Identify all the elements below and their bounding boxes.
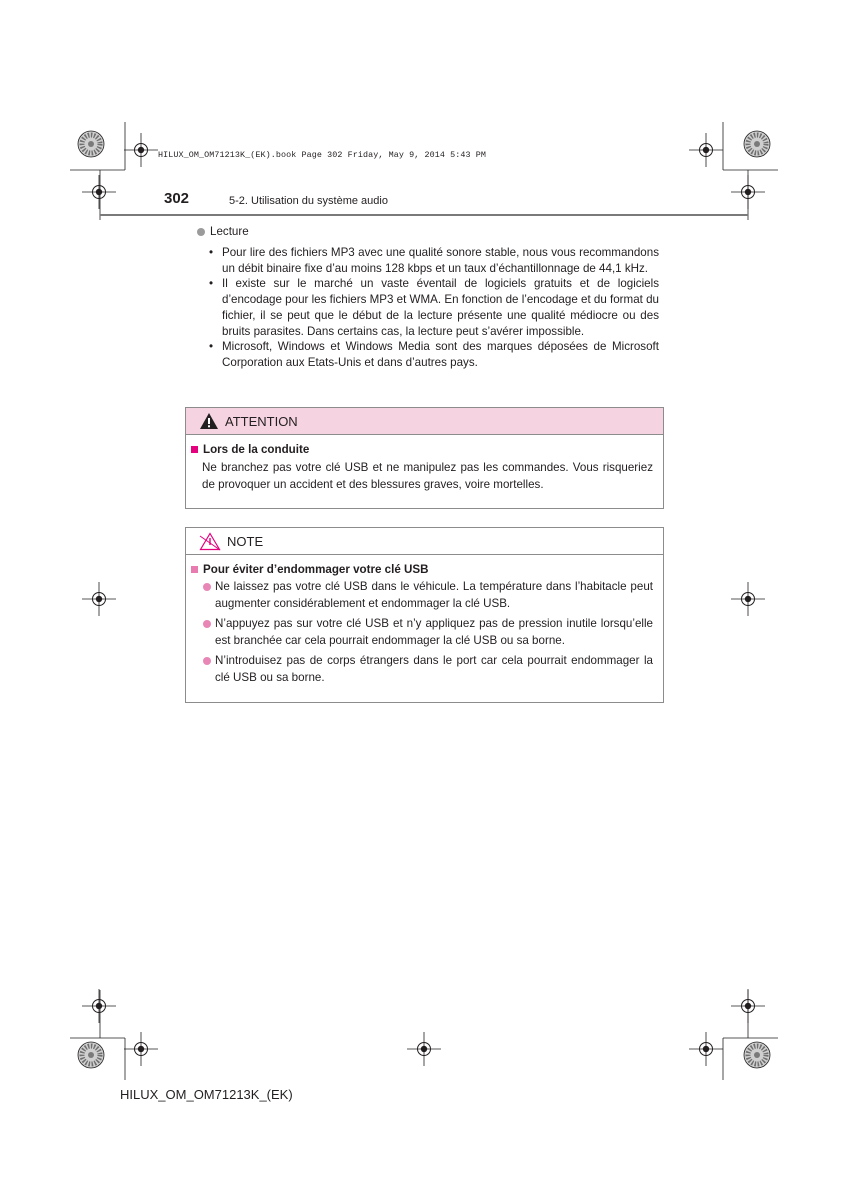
attention-label: ATTENTION	[225, 413, 298, 429]
list-item: Ne laissez pas votre clé USB dans le véhicule. La température dans l’habitacle peut augmenter considérablement et endommager la clé USB.	[191, 579, 653, 612]
bullet-icon: •	[209, 246, 214, 259]
attention-body	[186, 435, 663, 501]
list-item: • Pour lire des fichiers MP3 avec une qualité sonore stable, nous vous recommandons un débit binaire fixe d’au moins 128 kbps et un taux d’échantillonnage de 44,1 kHz.	[209, 246, 659, 275]
attention-box	[185, 407, 664, 509]
note-box	[185, 527, 664, 703]
pink-dot-icon	[203, 657, 211, 665]
page-number: 302	[164, 190, 190, 207]
note-list	[191, 579, 653, 686]
attention-text: Ne branchez pas votre clé USB et ne manipulez pas les commandes. Vous risqueriez de provoquer un accident et des blessures graves, voire mortelles.	[202, 461, 653, 491]
footer-code: HILUX_OM_OM71213K_(EK)	[120, 1087, 293, 1102]
attention-subheading: Lors de la conduite	[191, 443, 653, 456]
bullet-icon: •	[209, 277, 214, 291]
grey-bullet-icon	[197, 228, 205, 236]
note-warning-icon	[199, 532, 221, 551]
note-header	[186, 528, 663, 555]
list-item: N’appuyez pas sur votre clé USB et n’y appliquez pas de pression inutile lorsqu’elle est branchée car cela pourrait endommager la clé USB ou sa borne.	[191, 616, 653, 649]
pink-square-icon	[191, 446, 198, 453]
lecture-heading	[197, 225, 249, 238]
warning-triangle-icon	[199, 412, 219, 430]
lecture-bullet-list	[207, 245, 659, 371]
list-item: • Microsoft, Windows et Windows Media sont des marques déposées de Microsoft Corporation aux Etats-Unis et dans d’autres pays.	[209, 340, 659, 369]
note-label: NOTE	[227, 533, 264, 549]
pink-dot-icon	[203, 620, 211, 628]
book-file-info: HILUX_OM_OM71213K_(EK).book Page 302 Friday, May 9, 2014 5:43 PM	[158, 150, 487, 160]
header-rule	[100, 214, 748, 216]
attention-header	[186, 408, 663, 435]
pink-square-icon	[191, 566, 198, 573]
pink-dot-icon	[203, 583, 211, 591]
lecture-heading-text: Lecture	[210, 225, 249, 238]
bullet-icon: •	[209, 340, 214, 354]
section-title: 5-2. Utilisation du système audio	[229, 195, 388, 207]
note-body	[186, 555, 663, 698]
list-item: N’introduisez pas de corps étrangers dans le port car cela pourrait endommager la clé USB ou sa borne.	[191, 653, 653, 686]
note-subheading: Pour éviter d’endommager votre clé USB	[191, 563, 653, 576]
list-item: • Il existe sur le marché un vaste éventail de logiciels gratuits et de logiciels d’encodage pour les fichiers MP3 et WMA. En fonction de l’encodage et du format du fichier, il se peut que le début de la lecture présente une qualité médiocre ou des bruits parasites. Dans certains cas, la lecture peut s’avérer impossible.	[209, 277, 659, 338]
